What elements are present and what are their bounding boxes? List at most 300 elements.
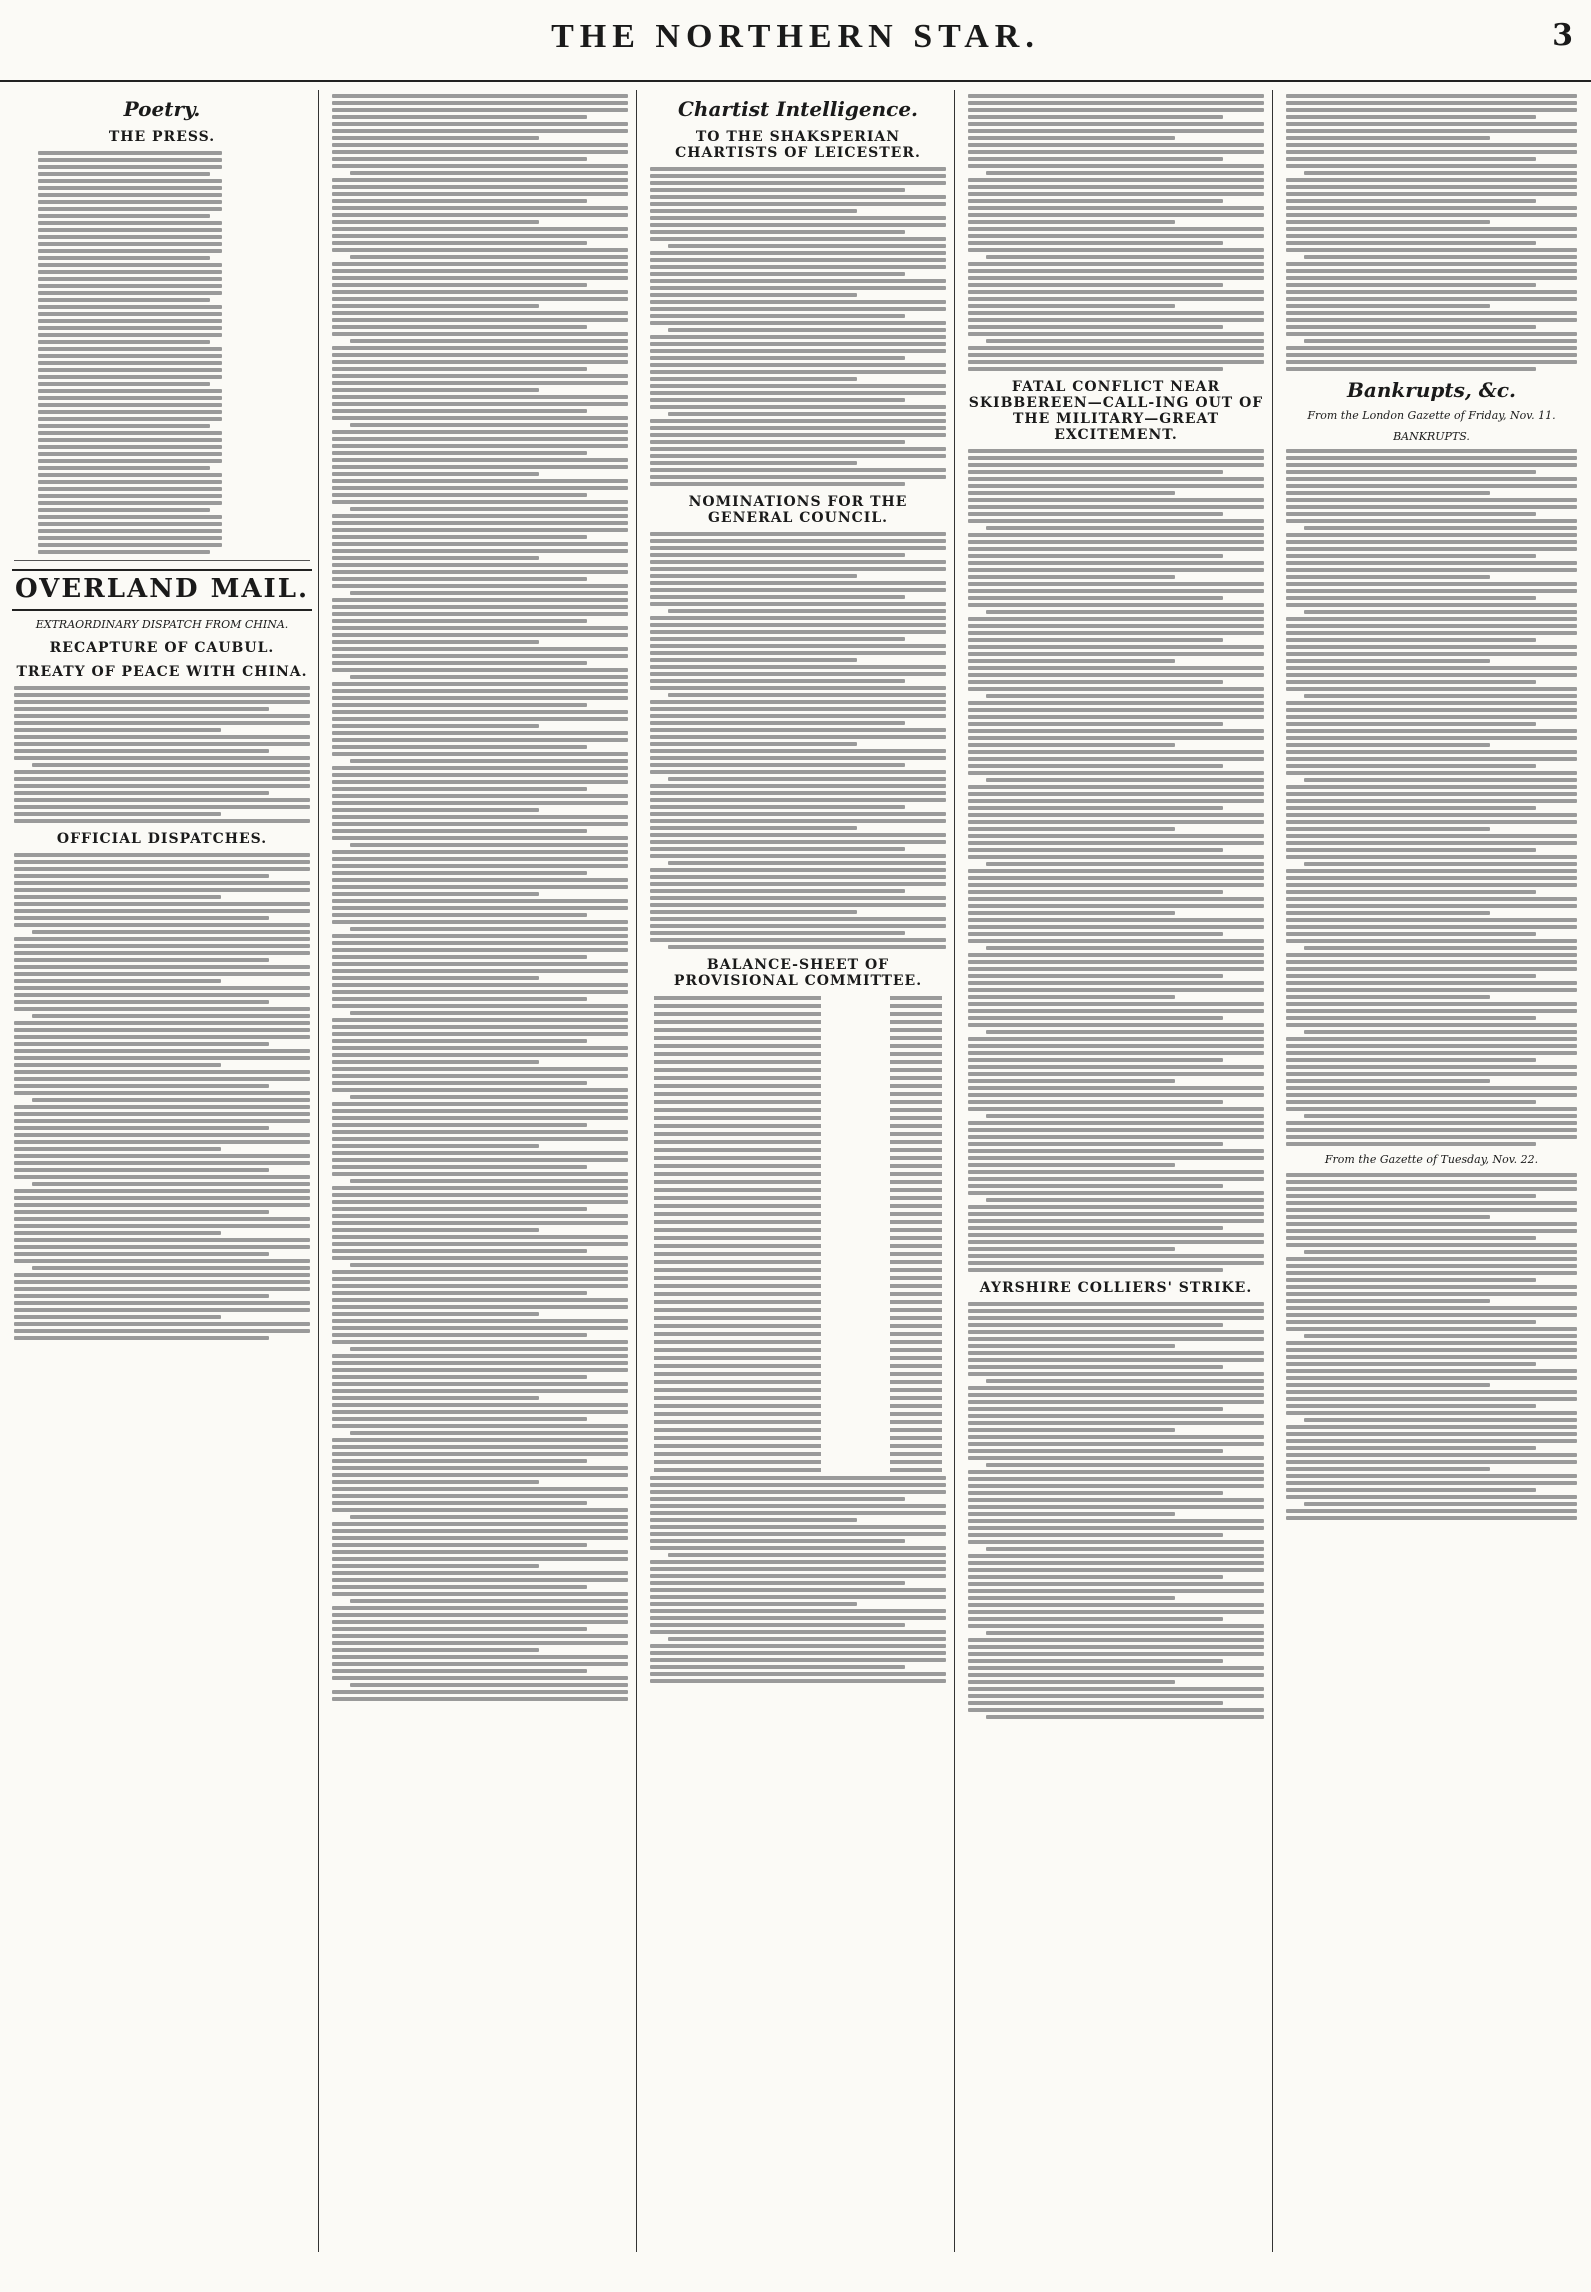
text-line (332, 605, 628, 609)
text-line (1304, 1418, 1577, 1422)
text-line (14, 867, 310, 871)
text-line (332, 1186, 628, 1190)
text-line (38, 550, 210, 554)
text-line (350, 339, 628, 343)
row-label (654, 1260, 821, 1264)
text-line (332, 367, 587, 371)
row-amount (890, 1012, 942, 1016)
text-line (14, 1133, 310, 1137)
text-line (332, 297, 628, 301)
text-line (1286, 666, 1577, 670)
text-line (650, 440, 905, 444)
text-line (350, 927, 628, 931)
text-line (1286, 1016, 1536, 1020)
row-amount (890, 1116, 942, 1120)
text-line (1286, 213, 1577, 217)
text-line (650, 665, 946, 669)
text-line (14, 1147, 221, 1151)
text-line (332, 640, 539, 644)
text-line (650, 1532, 946, 1536)
text-line (1286, 1376, 1577, 1380)
text-line (968, 94, 1264, 98)
text-line (38, 340, 210, 344)
balance-sheet-heading: BALANCE-SHEET OF PROVISIONAL COMMITTEE. (673, 957, 923, 990)
text-line (968, 904, 1264, 908)
text-line (1286, 1306, 1577, 1310)
text-line (968, 484, 1264, 488)
text-line (968, 1135, 1264, 1139)
text-line (968, 617, 1264, 621)
text-line (350, 1011, 628, 1015)
text-line (332, 332, 628, 336)
text-line (650, 349, 946, 353)
text-line (38, 361, 222, 365)
text-line (14, 1231, 221, 1235)
column-3-tail-body (650, 1476, 946, 1683)
text-line (332, 1361, 628, 1365)
text-line (1286, 1411, 1577, 1415)
text-line (1304, 610, 1577, 614)
text-line (968, 297, 1264, 301)
row-amount (890, 996, 942, 1000)
text-line (968, 1624, 1264, 1628)
text-line (986, 171, 1264, 175)
text-line (668, 412, 946, 416)
text-line (1286, 311, 1577, 315)
text-line (968, 687, 1264, 691)
table-row (654, 1012, 942, 1016)
text-line (650, 1574, 946, 1578)
text-line (1286, 995, 1490, 999)
text-line (1286, 136, 1490, 140)
text-line (968, 1561, 1264, 1565)
text-line (332, 1046, 628, 1050)
text-line (332, 1277, 628, 1281)
text-line (14, 812, 221, 816)
text-line (350, 171, 628, 175)
row-amount (890, 1052, 942, 1056)
text-line (968, 1212, 1264, 1216)
text-line (986, 1547, 1264, 1551)
text-line (1286, 360, 1577, 364)
text-line (14, 1063, 221, 1067)
text-line (1286, 680, 1536, 684)
table-row (654, 1412, 942, 1416)
text-line (332, 1200, 628, 1204)
text-line (968, 1240, 1264, 1244)
text-line (1286, 841, 1577, 845)
text-line (1286, 1369, 1577, 1373)
text-line (968, 624, 1264, 628)
text-line (650, 770, 946, 774)
text-line (332, 402, 628, 406)
text-line (332, 822, 628, 826)
table-row (654, 1324, 942, 1328)
bankrupts-label: BANKRUPTS. (1393, 429, 1470, 443)
text-line (650, 756, 946, 760)
text-line (38, 508, 210, 512)
text-line (650, 314, 905, 318)
text-line (332, 1172, 628, 1176)
table-row (654, 1188, 942, 1192)
text-line (14, 937, 310, 941)
row-label (654, 1100, 821, 1104)
text-line (968, 101, 1264, 105)
text-line (986, 1715, 1264, 1719)
text-line (968, 1519, 1264, 1523)
text-line (968, 1673, 1264, 1677)
text-line (1304, 171, 1577, 175)
text-line (332, 122, 628, 126)
text-line (650, 272, 905, 276)
text-line (650, 1644, 946, 1648)
text-line (968, 206, 1264, 210)
text-line (332, 1389, 628, 1393)
row-label (654, 1220, 821, 1224)
text-line (968, 631, 1264, 635)
text-line (332, 346, 628, 350)
text-line (968, 1121, 1264, 1125)
row-label (654, 1452, 821, 1456)
text-line (968, 673, 1264, 677)
text-line (968, 1526, 1264, 1530)
text-line (968, 1205, 1264, 1209)
row-amount (890, 1332, 942, 1336)
text-line (332, 1053, 628, 1057)
text-line (332, 892, 539, 896)
text-line (1286, 325, 1536, 329)
text-line (1286, 813, 1577, 817)
text-line (332, 437, 628, 441)
text-line (332, 801, 628, 805)
text-line (332, 598, 628, 602)
table-row (654, 996, 942, 1000)
text-line (332, 143, 628, 147)
text-line (968, 199, 1223, 203)
text-line (14, 1168, 269, 1172)
text-line (650, 553, 905, 557)
text-line (14, 1056, 310, 1060)
text-line (38, 515, 222, 519)
text-line (1286, 1285, 1577, 1289)
text-line (968, 353, 1264, 357)
text-line (14, 714, 310, 718)
text-line (1286, 1222, 1577, 1226)
text-line (1286, 967, 1577, 971)
text-line (650, 447, 946, 451)
text-line (968, 1680, 1175, 1684)
row-label (654, 1140, 821, 1144)
text-line (332, 1235, 628, 1239)
text-line (1304, 1114, 1577, 1118)
text-line (968, 1505, 1264, 1509)
row-label (654, 1404, 821, 1408)
text-line (332, 1368, 628, 1372)
text-line (332, 388, 539, 392)
text-line (650, 896, 946, 900)
text-line (1286, 890, 1536, 894)
row-label (654, 1460, 821, 1464)
text-line (1286, 869, 1577, 873)
text-line (1286, 1107, 1577, 1111)
text-line (332, 577, 587, 581)
text-line (1286, 911, 1490, 915)
text-line (650, 1602, 857, 1606)
table-row (654, 1028, 942, 1032)
text-line (968, 1261, 1264, 1265)
text-line (14, 1112, 310, 1116)
text-line (332, 262, 628, 266)
text-line (1286, 799, 1577, 803)
text-line (968, 269, 1264, 273)
table-row (654, 1124, 942, 1128)
text-line (968, 1512, 1175, 1516)
text-line (332, 1151, 628, 1155)
row-label (654, 1308, 821, 1312)
text-line (1286, 729, 1577, 733)
row-label (654, 1068, 821, 1072)
text-line (14, 735, 310, 739)
text-line (968, 1079, 1175, 1083)
text-line (968, 1582, 1264, 1586)
table-row (654, 1404, 942, 1408)
text-line (650, 742, 857, 746)
text-line (332, 157, 587, 161)
row-label (654, 1236, 821, 1240)
text-line (968, 1037, 1264, 1041)
text-line (968, 547, 1264, 551)
text-line (1286, 1474, 1577, 1478)
text-line (1286, 876, 1577, 880)
row-amount (890, 1404, 942, 1408)
text-line (1286, 1439, 1577, 1443)
text-line (1286, 1009, 1577, 1013)
row-amount (890, 1380, 942, 1384)
text-line (1286, 1292, 1577, 1296)
row-label (654, 1348, 821, 1352)
text-line (38, 277, 222, 281)
text-line (1286, 1079, 1490, 1083)
text-line (38, 165, 222, 169)
text-line (1286, 1509, 1577, 1513)
caubul-heading: RECAPTURE OF CAUBUL. (49, 639, 275, 656)
text-line (1286, 904, 1577, 908)
table-row (654, 1084, 942, 1088)
text-line (332, 1298, 628, 1302)
row-amount (890, 1284, 942, 1288)
text-line (332, 1256, 628, 1260)
text-line (968, 876, 1264, 880)
row-amount (890, 1428, 942, 1432)
text-line (1286, 757, 1577, 761)
text-line (650, 819, 946, 823)
text-line (1286, 1278, 1536, 1282)
text-line (332, 1326, 628, 1330)
text-line (650, 805, 905, 809)
text-line (32, 763, 310, 767)
text-line (650, 1560, 946, 1564)
row-label (654, 1228, 821, 1232)
text-line (332, 773, 628, 777)
text-line (332, 1228, 539, 1232)
text-line (1286, 192, 1577, 196)
table-row (654, 1356, 942, 1360)
text-line (1286, 638, 1536, 642)
text-line (1286, 1135, 1577, 1139)
text-line (968, 848, 1223, 852)
text-line (1286, 974, 1536, 978)
column-2 (324, 90, 637, 2252)
text-line (968, 129, 1264, 133)
column-2-body (332, 94, 628, 1701)
text-line (332, 192, 628, 196)
text-line (968, 1023, 1264, 1027)
text-line (968, 939, 1264, 943)
text-line (332, 458, 628, 462)
text-line (968, 360, 1264, 364)
row-label (654, 1268, 821, 1272)
text-line (968, 799, 1264, 803)
text-line (1286, 1023, 1577, 1027)
text-line (1286, 318, 1577, 322)
text-line (968, 1142, 1223, 1146)
table-row (654, 1180, 942, 1184)
text-line (14, 1035, 310, 1039)
gazette-friday-heading: From the London Gazette of Friday, Nov. 11. (1307, 409, 1556, 422)
text-line (968, 283, 1223, 287)
text-line (968, 820, 1264, 824)
text-line (1286, 1128, 1577, 1132)
row-amount (890, 1164, 942, 1168)
text-line (350, 1599, 628, 1603)
text-line (32, 1266, 310, 1270)
text-line (38, 410, 222, 414)
text-line (968, 122, 1264, 126)
text-line (968, 1002, 1264, 1006)
row-amount (890, 1148, 942, 1152)
text-line (332, 626, 628, 630)
text-line (650, 924, 946, 928)
row-label (654, 1076, 821, 1080)
row-amount (890, 1292, 942, 1296)
text-line (968, 1603, 1264, 1607)
text-line (14, 1238, 310, 1242)
row-label (654, 1428, 821, 1432)
text-line (14, 972, 310, 976)
text-line (1286, 1194, 1536, 1198)
text-line (1286, 925, 1577, 929)
text-line (332, 1627, 587, 1631)
text-line (332, 1501, 587, 1505)
text-line (968, 967, 1264, 971)
text-line (1286, 505, 1577, 509)
text-line (968, 785, 1264, 789)
text-line (650, 721, 905, 725)
text-line (1286, 645, 1577, 649)
text-line (650, 903, 946, 907)
leicester-heading: TO THE SHAKSPERIAN CHARTISTS OF LEICESTER. (675, 129, 921, 162)
text-line (332, 633, 628, 637)
text-line (38, 333, 222, 337)
text-line (968, 1072, 1264, 1076)
text-line (650, 812, 946, 816)
text-line (1286, 1383, 1490, 1387)
text-line (332, 1487, 628, 1491)
text-line (332, 1494, 628, 1498)
text-line (650, 230, 905, 234)
text-line (968, 589, 1264, 593)
table-row (654, 1396, 942, 1400)
text-line (1286, 1208, 1577, 1212)
text-line (968, 304, 1175, 308)
table-row (654, 1436, 942, 1440)
text-line (650, 700, 946, 704)
row-label (654, 1196, 821, 1200)
text-line (14, 874, 269, 878)
row-label (654, 1124, 821, 1128)
row-amount (890, 1204, 942, 1208)
text-line (38, 417, 222, 421)
text-line (332, 395, 628, 399)
text-line (332, 1641, 628, 1645)
text-line (332, 780, 628, 784)
text-line (1286, 1215, 1490, 1219)
text-line (332, 213, 628, 217)
text-line (650, 1616, 946, 1620)
text-line (332, 1690, 628, 1694)
text-line (38, 305, 222, 309)
row-label (654, 1172, 821, 1176)
text-line (968, 1470, 1264, 1474)
text-line (650, 1525, 946, 1529)
text-line (650, 644, 946, 648)
text-line (332, 528, 628, 532)
text-line (1286, 981, 1577, 985)
text-line (1286, 248, 1577, 252)
column-5 (1278, 90, 1585, 2252)
text-line (968, 477, 1264, 481)
text-line (14, 1308, 310, 1312)
table-row (654, 1308, 942, 1312)
text-line (332, 1557, 628, 1561)
text-line (650, 581, 946, 585)
text-line (14, 895, 221, 899)
text-line (650, 784, 946, 788)
row-label (654, 1284, 821, 1288)
text-line (14, 902, 310, 906)
text-line (14, 909, 310, 913)
text-line (650, 1651, 946, 1655)
table-row (654, 1212, 942, 1216)
text-line (1286, 101, 1577, 105)
text-line (1286, 855, 1577, 859)
text-line (668, 693, 946, 697)
overland-mail-heading: OVERLAND MAIL. (12, 569, 312, 611)
text-line (332, 1312, 539, 1316)
text-line (650, 763, 905, 767)
bankrupts-list-body (1286, 449, 1577, 1146)
text-line (968, 241, 1223, 245)
text-line (968, 346, 1264, 350)
text-line (968, 995, 1175, 999)
table-row (654, 1372, 942, 1376)
row-label (654, 996, 821, 1000)
table-row (654, 1428, 942, 1432)
text-line (332, 731, 628, 735)
text-line (668, 244, 946, 248)
text-line (968, 701, 1264, 705)
text-line (968, 325, 1223, 329)
